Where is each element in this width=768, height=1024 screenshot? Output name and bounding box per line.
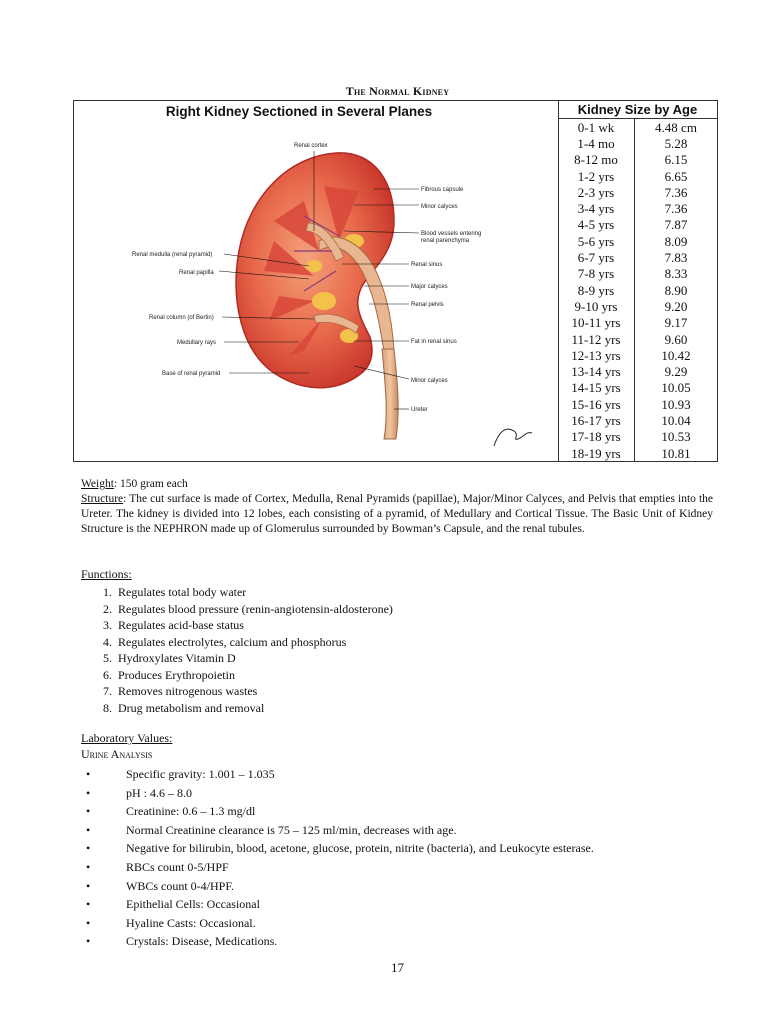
label-minor-calyces-lower: Minor calyces [411,378,448,384]
table-row [558,152,717,168]
size-cell: 8.90 [664,282,688,298]
bullet-icon: • [86,767,91,781]
table-row [558,347,717,363]
lab-value-item [86,895,594,914]
age-cell: 10-11 yrs [558,315,635,331]
ureter [382,349,398,439]
age-cell: 3-4 yrs [558,200,635,216]
lab-value-text: RBCs count 0-5/HPF [126,859,229,874]
lab-value-item [86,784,594,803]
age-cell: 16-17 yrs [558,412,635,428]
lab-value-item [86,821,594,840]
lab-value-item [86,765,594,784]
function-item [103,584,393,601]
bullet-icon: • [86,822,91,837]
size-cell: 6.65 [664,168,688,184]
label-minor-calyces: Minor calyces [421,204,458,210]
age-cell: 11-12 yrs [558,331,635,347]
size-cell: 10.81 [661,445,691,461]
function-number: 6. [103,667,112,682]
bullet-icon: • [86,915,91,930]
function-number: 4. [103,634,112,649]
label-renal-pelvis: Renal pelvis [411,302,444,308]
lab-value-item [86,839,594,858]
sinus-fat [312,292,336,310]
age-cell: 0-1 wk [558,119,635,136]
function-text: Regulates acid-base status [118,618,244,632]
bullet-icon: • [86,859,91,874]
label-renal-column: Renal column (of Bertin) [149,315,214,321]
size-cell: 10.04 [661,412,691,428]
size-cell: 9.17 [664,315,688,331]
kidney-size-table [558,101,717,461]
bullet-icon: • [86,934,91,949]
age-cell: 14-15 yrs [558,380,635,396]
label-renal-medulla: Renal medulla (renal pyramid) [132,252,213,258]
table-row [558,282,717,298]
function-number: 8. [103,700,112,715]
age-cell: 2-3 yrs [558,184,635,200]
function-item [103,683,393,700]
lab-value-item [86,877,594,896]
label-blood-vessels-2: renal parenchyma [421,238,470,244]
function-item [103,601,393,618]
functions-list [103,584,393,716]
bullet-icon: • [86,897,91,912]
weight-label: Weight [81,478,114,490]
lab-value-item [86,858,594,877]
label-base-of-pyramid: Base of renal pyramid [162,371,221,377]
function-text: Regulates electrolytes, calcium and phosphorus [118,634,347,649]
size-cell: 7.87 [664,217,688,233]
bullet-icon: • [86,785,91,800]
size-cell: 6.15 [664,152,688,168]
age-cell: 8-12 mo [558,152,635,168]
label-medullary-rays: Medullary rays [177,340,217,346]
weight-paragraph [81,477,713,492]
urine-analysis-heading: Urine Analysis [81,747,153,761]
label-fibrous-capsule: Fibrous capsule [421,187,464,193]
function-item [103,650,393,667]
age-cell: 4-5 yrs [558,217,635,233]
body-text [81,477,713,537]
bullet-icon: • [86,804,91,819]
table-row [558,315,717,331]
table-row [558,429,717,445]
function-item [103,617,393,634]
function-number: 7. [103,684,112,698]
label-fat-in-sinus: Fat in renal sinus [411,339,457,345]
lab-value-text: Crystals: Disease, Medications. [126,934,278,949]
function-number: 5. [103,651,112,665]
age-cell: 7-8 yrs [558,266,635,282]
size-cell: 10.93 [661,396,691,412]
figure-box [73,100,718,462]
table-row [558,217,717,233]
structure-paragraph [81,492,713,537]
functions-heading: Functions: [81,567,132,581]
table-row [558,135,717,151]
size-cell: 9.60 [664,331,688,347]
size-cell: 5.28 [664,135,688,151]
structure-label: Structure [81,493,124,505]
page-number: 17 [391,960,404,975]
size-cell: 8.09 [664,233,688,249]
table-header: Kidney Size by Age [558,101,717,119]
lab-value-text: pH : 4.6 – 8.0 [126,785,192,800]
figure-title: Right Kidney Sectioned in Several Planes [165,104,433,119]
age-cell: 8-9 yrs [558,282,635,298]
kidney-illustration-panel [74,101,559,461]
table-row [558,200,717,216]
size-cell: 9.29 [664,364,688,380]
function-text: Regulates total body water [118,585,247,599]
age-cell: 15-16 yrs [558,396,635,412]
label-renal-papilla: Renal papilla [179,270,214,276]
table-row [558,119,717,136]
age-cell: 12-13 yrs [558,347,635,363]
label-blood-vessels: Blood vessels entering [421,231,482,237]
label-major-calyces: Major calyces [411,284,448,290]
size-cell: 4.48 cm [655,119,697,135]
table-row [558,298,717,314]
bullet-icon: • [86,841,91,856]
lab-value-text: Normal Creatinine clearance is 75 – 125 ml/min, decreases with age. [126,822,457,837]
label-renal-cortex: Renal cortex [294,143,328,149]
table-row [558,168,717,184]
table-row [558,249,717,265]
size-cell: 8.33 [664,266,688,282]
table-row [558,331,717,347]
size-cell: 10.42 [661,347,691,363]
table-row [558,412,717,428]
table-row [558,266,717,282]
function-item [103,634,393,651]
table-row [558,396,717,412]
table-row [558,380,717,396]
artist-signature [494,429,532,446]
lab-value-text: Creatinine: 0.6 – 1.3 mg/dl [126,804,256,819]
age-cell: 1-4 mo [558,135,635,151]
lab-value-text: Hyaline Casts: Occasional. [126,915,256,930]
age-cell: 17-18 yrs [558,429,635,445]
function-item [103,700,393,717]
age-cell: 13-14 yrs [558,363,635,379]
lab-value-text: Negative for bilirubin, blood, acetone, glucose, protein, nitrite (bacteria), and Leukocyte esterase. [126,841,594,856]
label-renal-sinus: Renal sinus [411,262,443,268]
function-number: 1. [103,585,112,599]
function-item [103,667,393,684]
label-ureter: Ureter [411,407,428,413]
structure-text: : The cut surface is made of Cortex, Medulla, Renal Pyramids (papillae), Major/Minor Calyces, and Pelvis that empties into the Ureter. The kidney is divided into 12 lobes, each consisting of a pyramid, of Medullary and Cortical Tissue. The Basic Unit of Kidney Structure is the NEPHRON made up of Glomerulus surrounded by Bowman’s Capsule, and the renal tubules. [81,493,713,535]
function-number: 3. [103,618,112,632]
age-cell: 5-6 yrs [558,233,635,249]
age-cell: 1-2 yrs [558,168,635,184]
size-cell: 10.05 [661,380,691,396]
table-body [558,119,717,462]
function-text: Drug metabolism and removal [118,700,265,715]
size-cell: 7.83 [664,250,688,266]
table-row [558,233,717,249]
age-cell: 18-19 yrs [558,445,635,461]
bullet-icon: • [86,878,91,893]
lab-value-text: Epithelial Cells: Occasional [126,897,260,912]
lab-value-text: WBCs count 0-4/HPF. [126,878,235,893]
lab-value-item [86,802,594,821]
function-text: Regulates blood pressure (renin-angiotensin-aldosterone) [118,601,393,616]
table-row [558,184,717,200]
lab-value-text: Specific gravity: 1.001 – 1.035 [126,767,275,781]
size-cell: 9.20 [664,298,688,314]
size-cell: 7.36 [664,184,688,200]
function-number: 2. [103,601,112,616]
kidney-illustration [74,101,558,461]
size-cell: 7.36 [664,201,688,217]
function-text: Produces Erythropoietin [118,667,235,682]
lab-value-item [86,932,594,951]
lab-value-item [86,914,594,933]
function-text: Hydroxylates Vitamin D [118,651,236,665]
weight-text: : 150 gram each [113,478,188,490]
page-title: The Normal Kidney [345,84,450,98]
age-cell: 9-10 yrs [558,298,635,314]
age-cell: 6-7 yrs [558,249,635,265]
urine-values-list [86,765,594,951]
lab-heading: Laboratory Values: [81,731,173,745]
size-cell: 10.53 [661,429,691,445]
table-row [558,445,717,461]
table-row [558,363,717,379]
function-text: Removes nitrogenous wastes [118,684,258,698]
